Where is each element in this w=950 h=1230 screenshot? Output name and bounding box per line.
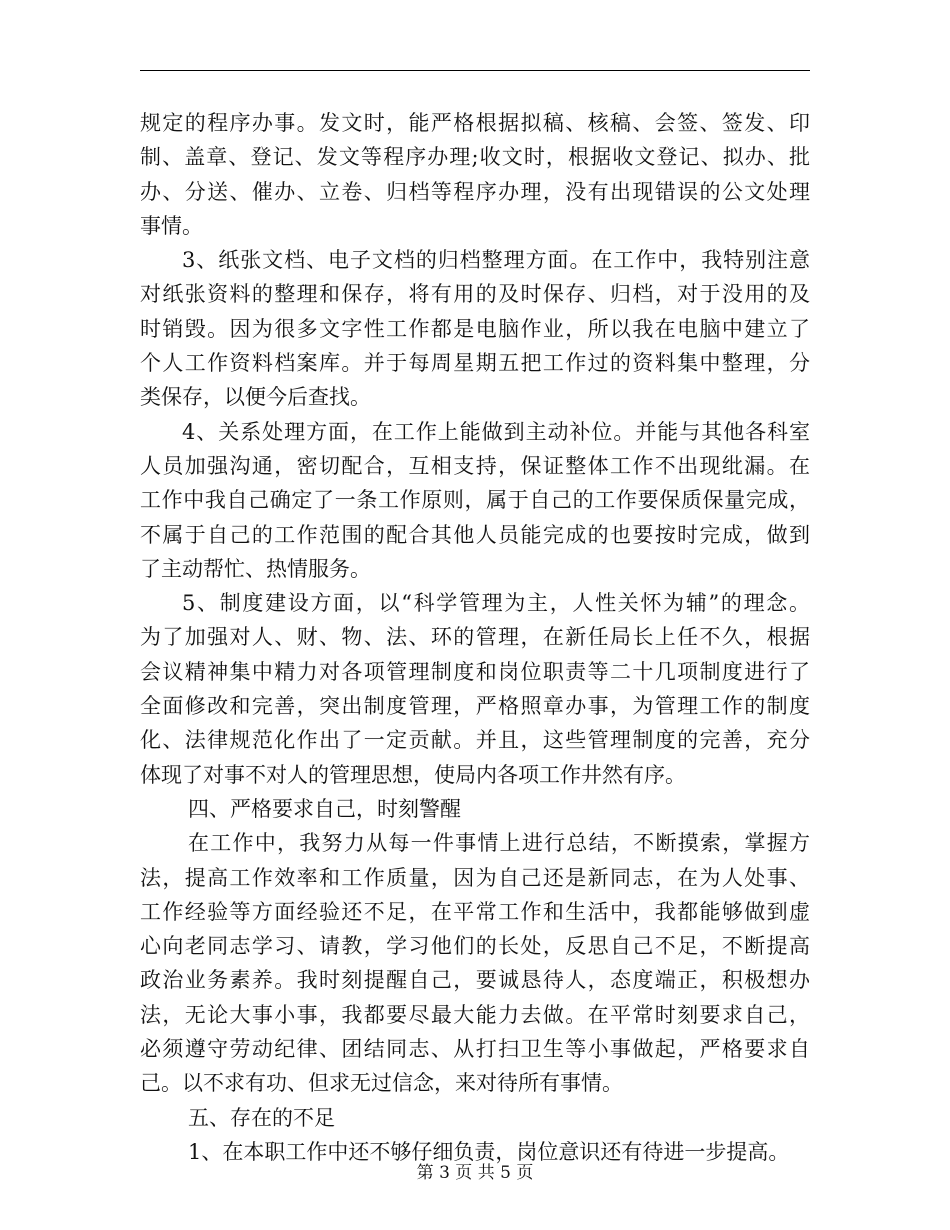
text-line: 工作中我自己确定了一条工作原则，属于自己的工作要保质保量完成， [140, 488, 810, 513]
section-heading: 四、严格要求自己，时刻警醒 [188, 796, 461, 821]
text-line: 了主动帮忙、热情服务。 [140, 556, 371, 581]
text-line: 法，提高工作效率和工作质量，因为自己还是新同志，在为人处事、 [140, 865, 810, 890]
text-line: 化、法律规范化作出了一定贡献。并且，这些管理制度的完善，充分 [140, 728, 810, 753]
text-line: 5、制度建设方面，以“科学管理为主，人性关怀为辅”的理念。 [182, 591, 810, 616]
text-line: 工作经验等方面经验还不足，在平常工作和生活中，我都能够做到虚 [140, 899, 810, 924]
text-line: 4、关系处理方面，在工作上能做到主动补位。并能与其他各科室 [182, 419, 810, 444]
text-line: 必须遵守劳动纪律、团结同志、从打扫卫生等小事做起，严格要求自 [140, 1037, 810, 1062]
text-line: 不属于自己的工作范围的配合其他人员能完成的也要按时完成，做到 [140, 522, 810, 547]
text-line: 体现了对事不对人的管理思想，使局内各项工作井然有序。 [140, 762, 686, 787]
section-heading: 五、存在的不足 [188, 1105, 335, 1130]
text-line: 在工作中，我努力从每一件事情上进行总结，不断摸索，掌握方 [188, 831, 810, 856]
text-line: 对纸张资料的整理和保存，将有用的及时保存、归档，对于没用的及 [140, 282, 810, 307]
text-line: 办、分送、催办、立卷、归档等程序办理，没有出现错误的公文处理 [140, 179, 810, 204]
body-text [140, 106, 810, 1169]
text-line: 规定的程序办事。发文时，能严格根据拟稿、核稿、会签、签发、印 [140, 111, 810, 135]
header-rule [140, 70, 810, 71]
text-line: 政治业务素养。我时刻提醒自己，要诚恳待人，态度端正，积极想办 [140, 968, 810, 993]
text-line: 人员加强沟通，密切配合，互相支持，保证整体工作不出现纰漏。在 [140, 453, 810, 478]
text-line: 个人工作资料档案库。并于每周星期五把工作过的资料集中整理，分 [140, 351, 810, 376]
text-line: 3、纸张文档、电子文档的归档整理方面。在工作中，我特别注意 [182, 248, 810, 273]
text-line: 时销毁。因为很多文字性工作都是电脑作业，所以我在电脑中建立了 [140, 316, 810, 341]
page-footer: 第 3 页 共 5 页 [416, 1163, 534, 1183]
text-line: 事情。 [140, 213, 203, 238]
text-line: 制、盖章、登记、发文等程序办理;收文时，根据收文登记、拟办、批 [140, 145, 810, 170]
text-line: 类保存，以便今后查找。 [140, 385, 371, 410]
text-line: 己。以不求有功、但求无过信念，来对待所有事情。 [140, 1071, 623, 1096]
text-line: 为了加强对人、财、物、法、环的管理，在新任局长上任不久，根据 [140, 625, 810, 650]
text-line: 法，无论大事小事，我都要尽最大能力去做。在平常时刻要求自己， [140, 1002, 810, 1027]
text-line: 会议精神集中精力对各项管理制度和岗位职责等二十几项制度进行了 [140, 659, 810, 684]
text-line: 全面修改和完善，突出制度管理，严格照章办事，为管理工作的制度 [140, 694, 810, 719]
text-line: 1、在本职工作中还不够仔细负责，岗位意识还有待进一步提高。 [188, 1139, 790, 1164]
text-line: 心向老同志学习、请教，学习他们的长处，反思自己不足，不断提高 [140, 934, 810, 959]
